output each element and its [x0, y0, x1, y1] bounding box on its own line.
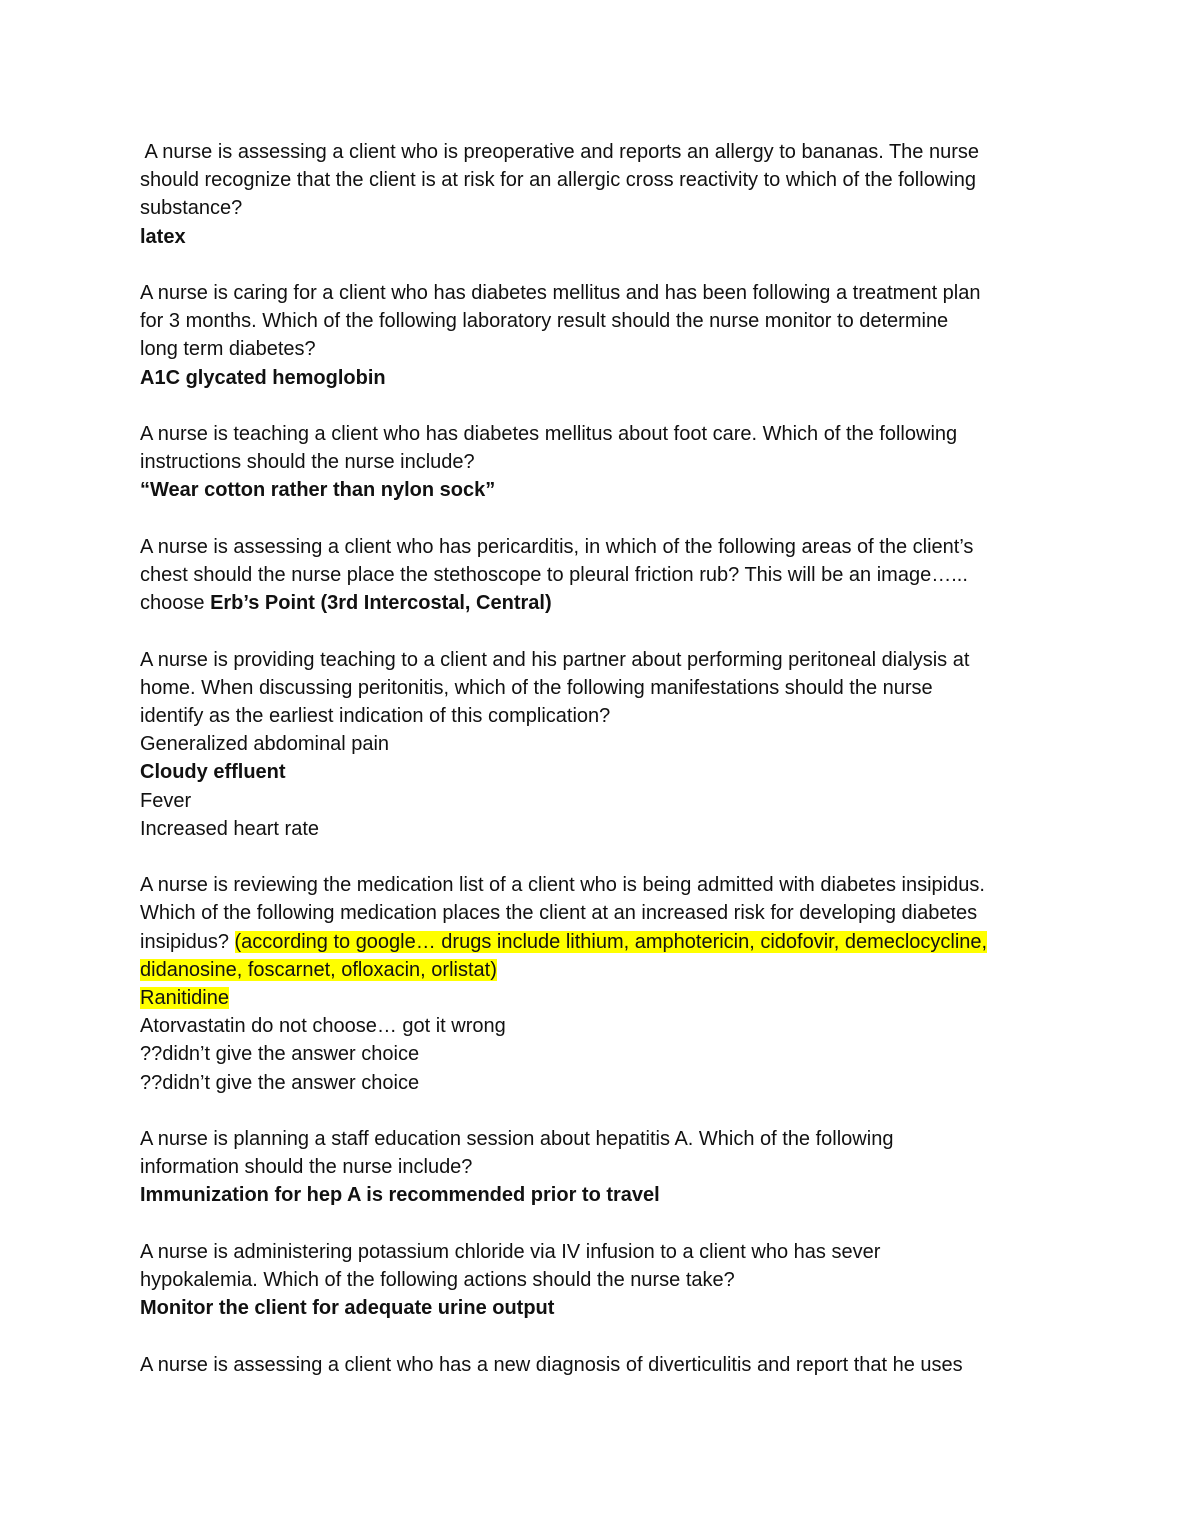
question-block [140, 420, 1060, 505]
question-text-line: should recognize that the client is at risk for an allergic cross reactivity to which of the following [140, 169, 976, 192]
option-text: Increased heart rate [140, 817, 319, 840]
question-text-line: instructions should the nurse include? [140, 451, 475, 474]
question-text: insipidus? [140, 930, 235, 953]
question-text-line: information should the nurse include? [140, 1156, 473, 1179]
answer-text: A1C glycated hemoglobin [140, 366, 386, 389]
question-block [140, 871, 1060, 1097]
question-text-line: long term diabetes? [140, 338, 316, 361]
question-block [140, 1238, 1060, 1323]
option-text: Atorvastatin do not choose… got it wrong [140, 1015, 506, 1038]
answer-text: Immunization for hep A is recommended prior to travel [140, 1184, 660, 1207]
answer-text: latex [140, 225, 186, 248]
highlighted-note: didanosine, foscarnet, ofloxacin, orlistat) [140, 958, 497, 981]
question-text-line: A nurse is assessing a client who has pericarditis, in which of the following areas of the client’s [140, 535, 974, 558]
question-text-line [140, 956, 1060, 984]
answer-line [140, 589, 1060, 617]
question-text-line: A nurse is assessing a client who is preoperative and reports an allergy to bananas. The nurse [140, 141, 980, 163]
highlighted-note: (according to google… drugs include lithium, amphotericin, cidofovir, demeclocycline, [234, 930, 988, 953]
question-block [140, 1125, 1060, 1210]
question-text-line: A nurse is assessing a client who has a new diagnosis of diverticulitis and report that he uses [140, 1353, 963, 1376]
document-page [140, 138, 1060, 1379]
option-line [140, 984, 1060, 1012]
question-block [140, 279, 1060, 392]
question-text-line: A nurse is teaching a client who has diabetes mellitus about foot care. Which of the following [140, 423, 958, 445]
question-text-line: hypokalemia. Which of the following actions should the nurse take? [140, 1269, 735, 1292]
option-text: Generalized abdominal pain [140, 733, 390, 756]
option-text: ??didn’t give the answer choice [140, 1043, 420, 1066]
option-text: ??didn’t give the answer choice [140, 1071, 420, 1094]
question-block [140, 646, 1060, 843]
question-text-line: A nurse is planning a staff education session about hepatitis A. Which of the following [140, 1128, 894, 1151]
question-text-line: substance? [140, 197, 243, 220]
question-text-line: A nurse is reviewing the medication list of a client who is being admitted with diabetes insipidus. [140, 874, 985, 897]
correct-option-text: Cloudy effluent [140, 761, 286, 784]
question-block [140, 138, 1060, 251]
question-text-line: A nurse is administering potassium chloride via IV infusion to a client who has sever [140, 1240, 881, 1263]
question-text-line: A nurse is caring for a client who has diabetes mellitus and has been following a treatment plan [140, 282, 981, 304]
question-block [140, 1351, 1060, 1379]
question-text-line: for 3 months. Which of the following laboratory result should the nurse monitor to determine [140, 310, 949, 333]
question-text-line: home. When discussing peritonitis, which of the following manifestations should the nurse [140, 676, 933, 699]
question-block [140, 533, 1060, 618]
question-text-line: identify as the earliest indication of this complication? [140, 705, 611, 727]
question-text-line: Which of the following medication places the client at an increased risk for developing diabetes [140, 902, 978, 925]
question-text-line [140, 928, 1060, 956]
question-text-line: A nurse is providing teaching to a client and his partner about performing peritoneal dialysis at [140, 648, 970, 671]
answer-text: “Wear cotton rather than nylon sock” [140, 479, 496, 502]
answer-text: Monitor the client for adequate urine output [140, 1297, 555, 1320]
question-text-line: chest should the nurse place the stethoscope to pleural friction rub? This will be an image…... [140, 564, 968, 586]
highlighted-option-text: Ranitidine [140, 987, 229, 1010]
answer-prefix: choose [140, 592, 211, 615]
answer-text: Erb’s Point (3rd Intercostal, Central) [210, 592, 552, 615]
option-text: Fever [140, 789, 192, 812]
